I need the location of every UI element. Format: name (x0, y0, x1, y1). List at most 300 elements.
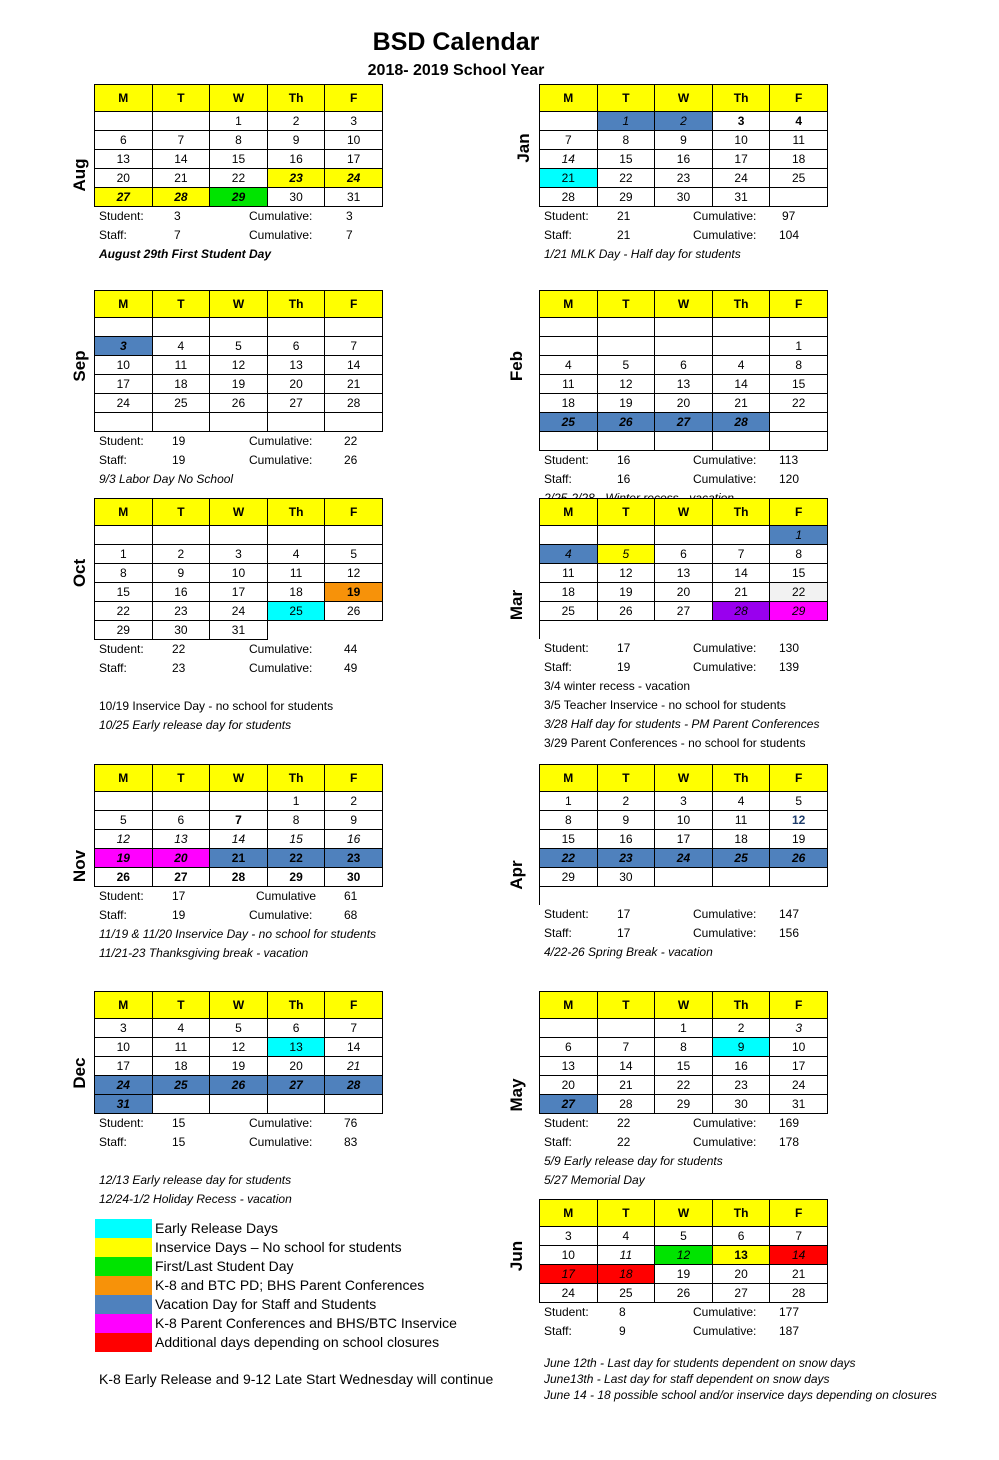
day-cell: 11 (540, 564, 598, 583)
day-cell: 22 (770, 583, 828, 602)
day-cell (152, 413, 210, 432)
calendar-grid (94, 84, 383, 207)
day-cell: 16 (325, 830, 383, 849)
day-header: M (540, 765, 598, 792)
month-label: Apr (507, 860, 526, 890)
month-label: Jun (507, 1240, 526, 1272)
day-cell: 24 (325, 169, 383, 188)
calendar-grid (94, 498, 383, 640)
day-cell: 11 (152, 1038, 210, 1057)
day-cell: 4 (540, 545, 598, 564)
stat-value: 139 (779, 660, 800, 674)
stat-value: 19 (172, 453, 186, 467)
day-cell: 14 (770, 1246, 828, 1265)
day-cell: 21 (597, 1076, 655, 1095)
legend-label: K-8 and BTC PD; BHS Parent Conferences (155, 1277, 425, 1293)
day-cell: 12 (325, 564, 383, 583)
day-cell: 25 (267, 602, 325, 621)
month-note: 10/25 Early release day for students (99, 718, 292, 732)
legend-swatch (95, 1314, 152, 1333)
stat-value: 97 (782, 209, 796, 223)
day-cell: 5 (210, 337, 268, 356)
stat-value: Cumulative: (693, 926, 757, 940)
day-header: T (152, 291, 210, 318)
stat-value: Cumulative: (693, 1135, 757, 1149)
day-header: M (540, 1200, 598, 1227)
day-cell: 7 (152, 131, 210, 150)
day-header: F (325, 499, 383, 526)
day-cell: 10 (712, 131, 770, 150)
day-header: W (655, 992, 713, 1019)
day-header: T (597, 765, 655, 792)
day-cell: 19 (770, 830, 828, 849)
page-title: BSD Calendar (372, 28, 540, 56)
day-header: F (770, 1200, 828, 1227)
day-cell: 4 (597, 1227, 655, 1246)
month-label: May (507, 1078, 526, 1112)
day-cell: 11 (770, 131, 828, 150)
day-cell: 13 (655, 375, 713, 394)
day-header: F (770, 85, 828, 112)
day-cell: 14 (152, 150, 210, 169)
day-header: W (655, 291, 713, 318)
stat-value: 7 (174, 228, 181, 242)
day-cell: 5 (95, 811, 153, 830)
day-header: W (655, 499, 713, 526)
day-cell: 29 (597, 188, 655, 207)
day-header: T (152, 85, 210, 112)
month-jun (539, 1199, 829, 1341)
month-note: 12/24-1/2 Holiday Recess - vacation (99, 1192, 292, 1206)
day-cell: 23 (712, 1076, 770, 1095)
day-cell (325, 1095, 383, 1114)
day-cell (540, 112, 598, 131)
day-cell: 22 (597, 169, 655, 188)
day-cell: 16 (597, 830, 655, 849)
day-cell: 13 (712, 1246, 770, 1265)
day-cell: 2 (325, 792, 383, 811)
day-cell: 8 (540, 811, 598, 830)
day-cell (540, 318, 598, 337)
day-cell: 23 (655, 169, 713, 188)
day-cell (325, 413, 383, 432)
day-cell: 26 (597, 602, 655, 621)
day-cell: 17 (325, 150, 383, 169)
day-cell: 21 (325, 375, 383, 394)
month-note: 3/5 Teacher Inservice - no school for students (544, 698, 786, 712)
day-header: M (540, 291, 598, 318)
day-cell: 10 (95, 356, 153, 375)
day-cell: 4 (770, 112, 828, 131)
stat-value: Cumulative: (693, 1305, 757, 1319)
day-cell (95, 318, 153, 337)
month-note: 3/29 Parent Conferences - no school for students (544, 736, 806, 750)
stat-value: Student: (99, 209, 144, 223)
day-cell: 21 (152, 169, 210, 188)
day-cell: 22 (540, 849, 598, 868)
day-cell: 28 (325, 1076, 383, 1095)
stat-value: 23 (172, 661, 186, 675)
day-cell: 28 (210, 868, 268, 887)
day-header: M (540, 499, 598, 526)
day-cell (597, 318, 655, 337)
day-cell (712, 621, 770, 640)
stat-value: Cumulative: (249, 453, 313, 467)
day-header: Th (712, 85, 770, 112)
day-cell: 6 (267, 337, 325, 356)
month-note: 1/21 MLK Day - Half day for students (544, 247, 741, 261)
day-cell (152, 792, 210, 811)
day-cell: 9 (712, 1038, 770, 1057)
day-cell: 13 (655, 564, 713, 583)
stat-value: Cumulative: (693, 1324, 757, 1338)
day-header: F (325, 992, 383, 1019)
day-cell: 6 (655, 545, 713, 564)
day-header: Th (712, 765, 770, 792)
day-cell: 13 (267, 1038, 325, 1057)
day-cell: 17 (95, 1057, 153, 1076)
day-header: Th (267, 765, 325, 792)
calendar-grid (539, 290, 828, 451)
day-cell: 28 (597, 1095, 655, 1114)
day-cell (655, 868, 713, 887)
day-header: T (597, 992, 655, 1019)
day-header: Th (267, 85, 325, 112)
day-cell (712, 868, 770, 887)
day-header: F (325, 765, 383, 792)
stat-value: Student: (544, 1116, 589, 1130)
day-cell: 14 (712, 375, 770, 394)
day-cell: 16 (712, 1057, 770, 1076)
stat-value: Student: (544, 453, 589, 467)
day-cell: 23 (152, 602, 210, 621)
day-cell: 27 (267, 394, 325, 413)
calendar-grid (94, 764, 383, 887)
day-cell: 17 (95, 375, 153, 394)
day-cell: 3 (540, 1227, 598, 1246)
day-cell: 13 (540, 1057, 598, 1076)
day-cell (655, 887, 713, 906)
day-header: F (325, 85, 383, 112)
stat-value: 76 (344, 1116, 358, 1130)
stat-value: Staff: (544, 1135, 572, 1149)
day-header: Th (712, 499, 770, 526)
day-cell: 29 (210, 188, 268, 207)
day-cell (770, 413, 828, 432)
day-cell: 28 (712, 413, 770, 432)
day-cell: 25 (540, 602, 598, 621)
stat-value: 68 (344, 908, 358, 922)
day-cell: 14 (712, 564, 770, 583)
month-dec (94, 991, 384, 1209)
day-cell: 7 (325, 337, 383, 356)
day-cell: 9 (597, 811, 655, 830)
month-mar (539, 498, 829, 753)
day-cell (770, 868, 828, 887)
stat-value: 17 (617, 641, 631, 655)
day-cell: 20 (540, 1076, 598, 1095)
day-cell: 6 (95, 131, 153, 150)
day-cell (325, 621, 383, 640)
month-stats (94, 1114, 384, 1152)
stat-value: Staff: (99, 1135, 127, 1149)
month-stats (94, 640, 384, 678)
day-cell: 2 (712, 1019, 770, 1038)
day-cell: 11 (597, 1246, 655, 1265)
day-cell (540, 432, 598, 451)
day-cell: 22 (267, 849, 325, 868)
legend-label: Early Release Days (155, 1220, 278, 1236)
stat-value: 16 (617, 472, 631, 486)
month-stats (94, 207, 384, 245)
day-cell: 29 (267, 868, 325, 887)
day-cell: 27 (267, 1076, 325, 1095)
day-cell: 24 (770, 1076, 828, 1095)
stat-value: Staff: (544, 472, 572, 486)
day-header: Th (712, 291, 770, 318)
stat-value: 19 (617, 660, 631, 674)
stat-value: Cumulative: (693, 209, 757, 223)
stat-value: Cumulative: (693, 660, 757, 674)
day-cell: 4 (152, 337, 210, 356)
stat-value: 26 (344, 453, 358, 467)
month-stats (539, 1114, 829, 1152)
day-header: F (325, 291, 383, 318)
day-cell (597, 432, 655, 451)
day-cell (770, 432, 828, 451)
day-cell: 1 (540, 792, 598, 811)
legend-swatch (95, 1295, 152, 1314)
day-cell (210, 792, 268, 811)
day-cell: 7 (712, 545, 770, 564)
day-cell (152, 526, 210, 545)
stat-value: Cumulative: (693, 1116, 757, 1130)
stat-value: 156 (779, 926, 800, 940)
month-note: 10/19 Inservice Day - no school for students (99, 699, 334, 713)
day-header: Th (267, 499, 325, 526)
stat-value: Cumulative: (249, 661, 313, 675)
month-label: Sep (70, 350, 89, 382)
day-cell: 20 (712, 1265, 770, 1284)
day-cell: 12 (210, 356, 268, 375)
day-cell: 21 (712, 583, 770, 602)
day-cell: 9 (267, 131, 325, 150)
day-cell: 21 (210, 849, 268, 868)
day-cell: 31 (95, 1095, 153, 1114)
stat-value: 83 (344, 1135, 358, 1149)
day-header: W (210, 291, 268, 318)
day-header: W (210, 85, 268, 112)
day-cell (95, 792, 153, 811)
day-cell: 20 (152, 849, 210, 868)
day-cell (597, 337, 655, 356)
day-cell: 30 (655, 188, 713, 207)
day-cell: 11 (267, 564, 325, 583)
month-label: Mar (507, 589, 526, 621)
day-cell (540, 887, 598, 906)
day-header: W (210, 499, 268, 526)
day-cell: 3 (770, 1019, 828, 1038)
day-cell: 18 (597, 1265, 655, 1284)
day-cell (655, 337, 713, 356)
day-cell (152, 1095, 210, 1114)
legend-swatch (95, 1219, 152, 1238)
day-cell: 24 (95, 394, 153, 413)
day-cell: 5 (597, 545, 655, 564)
month-note: June 14 - 18 possible school and/or inservice days depending on closures (544, 1388, 937, 1402)
day-header: M (540, 992, 598, 1019)
day-cell: 4 (712, 792, 770, 811)
month-note: June 12th - Last day for students dependent on snow days (544, 1356, 856, 1370)
day-cell: 12 (770, 811, 828, 830)
day-cell: 24 (210, 602, 268, 621)
day-header: W (655, 1200, 713, 1227)
month-stats (94, 887, 384, 925)
stat-value: Cumulative (256, 889, 317, 903)
stat-value: Cumulative: (249, 1116, 313, 1130)
day-cell: 25 (597, 1284, 655, 1303)
day-header: F (770, 291, 828, 318)
day-header: T (152, 499, 210, 526)
day-cell: 26 (655, 1284, 713, 1303)
stat-value: 187 (779, 1324, 800, 1338)
day-cell (597, 526, 655, 545)
stat-value: Staff: (99, 453, 127, 467)
day-cell (540, 526, 598, 545)
day-cell: 17 (712, 150, 770, 169)
day-header: M (95, 765, 153, 792)
day-cell (267, 621, 325, 640)
day-cell: 20 (267, 1057, 325, 1076)
day-cell (712, 337, 770, 356)
stat-value: Cumulative: (249, 434, 313, 448)
day-cell: 8 (95, 564, 153, 583)
day-cell: 7 (325, 1019, 383, 1038)
day-cell: 4 (267, 545, 325, 564)
day-cell: 8 (210, 131, 268, 150)
day-cell: 27 (95, 188, 153, 207)
stat-value: Cumulative: (249, 642, 313, 656)
day-cell: 14 (325, 1038, 383, 1057)
stat-value: 17 (172, 889, 186, 903)
stat-value: Staff: (544, 228, 572, 242)
stat-value: Cumulative: (249, 228, 313, 242)
day-cell: 22 (210, 169, 268, 188)
day-cell: 6 (267, 1019, 325, 1038)
day-cell: 21 (770, 1265, 828, 1284)
day-cell: 17 (655, 830, 713, 849)
day-cell: 15 (210, 150, 268, 169)
day-cell: 7 (597, 1038, 655, 1057)
day-cell: 13 (267, 356, 325, 375)
day-cell: 13 (95, 150, 153, 169)
stat-value: 61 (344, 889, 358, 903)
day-cell (210, 318, 268, 337)
stat-value: Student: (99, 889, 144, 903)
day-cell (95, 526, 153, 545)
month-label: Jan (514, 133, 533, 163)
day-cell (210, 526, 268, 545)
day-cell: 23 (597, 849, 655, 868)
day-header: T (152, 992, 210, 1019)
stat-value: 130 (779, 641, 800, 655)
day-cell: 11 (712, 811, 770, 830)
day-cell (267, 1095, 325, 1114)
day-cell: 29 (770, 602, 828, 621)
day-header: T (597, 291, 655, 318)
day-cell: 31 (712, 188, 770, 207)
day-cell: 11 (540, 375, 598, 394)
stat-value: 113 (779, 453, 799, 467)
month-note: June13th - Last day for staff dependent on snow days (544, 1372, 830, 1386)
day-cell (597, 621, 655, 640)
day-cell: 5 (597, 356, 655, 375)
month-stats (539, 1303, 829, 1341)
day-cell (95, 413, 153, 432)
day-cell: 23 (267, 169, 325, 188)
day-header: M (540, 85, 598, 112)
day-cell (152, 318, 210, 337)
stat-value: 17 (617, 926, 631, 940)
day-cell: 3 (325, 112, 383, 131)
stat-value: 7 (346, 228, 353, 242)
stat-value: Student: (99, 434, 144, 448)
day-cell: 10 (655, 811, 713, 830)
day-header: Th (267, 291, 325, 318)
day-cell: 8 (655, 1038, 713, 1057)
day-cell: 18 (712, 830, 770, 849)
day-cell: 6 (712, 1227, 770, 1246)
day-cell (655, 526, 713, 545)
day-cell: 20 (655, 583, 713, 602)
day-cell: 5 (325, 545, 383, 564)
day-cell: 10 (325, 131, 383, 150)
month-note: 3/28 Half day for students - PM Parent Conferences (544, 717, 820, 731)
day-cell: 24 (712, 169, 770, 188)
stat-value: 147 (779, 907, 800, 921)
day-cell: 26 (325, 602, 383, 621)
day-cell: 31 (210, 621, 268, 640)
day-cell: 3 (655, 792, 713, 811)
day-cell: 15 (770, 375, 828, 394)
calendar-grid (539, 764, 828, 905)
month-jan (539, 84, 829, 264)
month-note: 4/22-26 Spring Break - vacation (544, 945, 713, 959)
month-label: Feb (507, 350, 526, 382)
day-cell: 26 (597, 413, 655, 432)
day-cell: 5 (655, 1227, 713, 1246)
day-cell (540, 621, 598, 640)
stat-value: Cumulative: (693, 472, 757, 486)
day-header: T (597, 499, 655, 526)
day-cell (770, 621, 828, 640)
month-note: 5/27 Memorial Day (544, 1173, 645, 1187)
stat-value: Cumulative: (693, 641, 757, 655)
day-cell: 2 (655, 112, 713, 131)
day-cell: 18 (540, 394, 598, 413)
day-cell: 28 (770, 1284, 828, 1303)
june-notes (544, 1355, 937, 1403)
legend-swatch (95, 1276, 152, 1295)
stat-value: 21 (617, 209, 631, 223)
calendar-grid (539, 498, 828, 639)
day-cell (325, 526, 383, 545)
legend-swatch (95, 1238, 152, 1257)
day-header: M (95, 499, 153, 526)
day-cell: 19 (210, 1057, 268, 1076)
day-cell: 8 (770, 545, 828, 564)
day-cell (540, 1019, 598, 1038)
